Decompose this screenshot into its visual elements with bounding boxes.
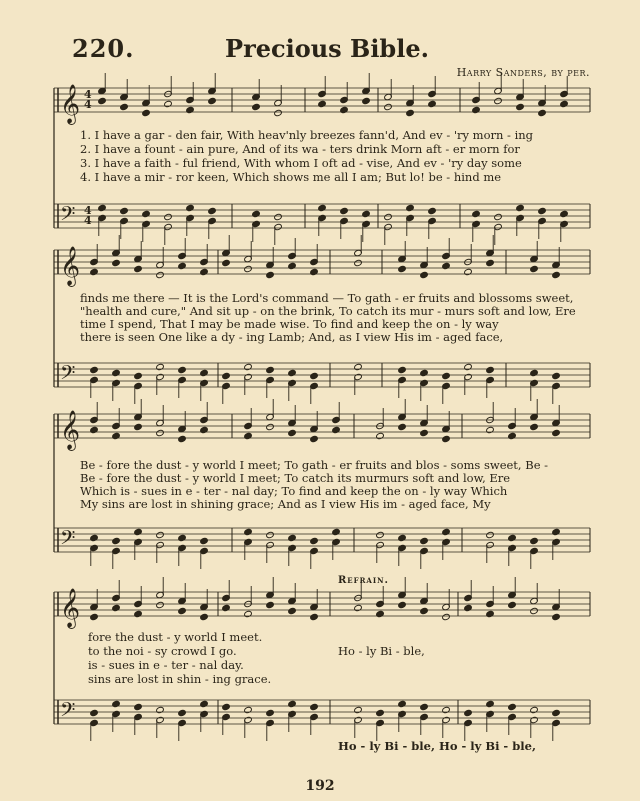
bass-note-head: [538, 207, 547, 214]
treble-note-head: [398, 423, 407, 430]
treble-note-head: [406, 109, 415, 116]
bass-note-head: [340, 207, 349, 214]
treble-note-head: [98, 97, 107, 104]
treble-note-head: [90, 426, 99, 433]
bass-note-head: [442, 706, 451, 713]
treble-note-head: [178, 435, 187, 442]
hymn-author: Harry Sanders, by per.: [456, 66, 590, 79]
treble-note-head: [376, 610, 385, 617]
bass-note-head: [376, 709, 385, 716]
bass-clef-icon: 𝄢: [60, 202, 76, 230]
treble-note-head: [244, 610, 253, 617]
bass-note-head: [90, 534, 99, 541]
bass-note-head: [464, 709, 473, 716]
bass-note-head: [178, 534, 187, 541]
bass-note-head: [310, 703, 319, 710]
treble-note-head: [186, 106, 195, 113]
hymn-title-text: Precious Bible.: [225, 34, 429, 63]
time-signature: 4: [84, 98, 92, 111]
bass-note-head: [486, 700, 495, 707]
treble-clef-icon: 𝄞: [60, 246, 81, 286]
refrain-lyric: Ho - ly Bi - ble,: [338, 644, 425, 658]
bass-note-head: [178, 709, 187, 716]
treble-note-head: [90, 268, 99, 275]
bass-note-head: [98, 204, 107, 211]
treble-note-head: [288, 262, 297, 269]
bass-note-head: [120, 207, 129, 214]
bass-note-head: [464, 363, 473, 370]
treble-note-head: [332, 426, 341, 433]
bass-note-head: [134, 528, 143, 535]
lyric-verse-3-line-2: time I spend, That I may be made wise. To find and keep the on - ly way: [80, 317, 499, 331]
bass-note-head: [552, 528, 561, 535]
bass-note-head: [354, 363, 363, 370]
bass-note-head: [208, 207, 217, 214]
lyric-verse-3-line-1: 3. I have a faith - ful friend, With whom I oft ad - vise, And ev - 'ry day some: [80, 156, 522, 170]
bass-note-head: [288, 369, 297, 376]
bass-note-head: [142, 210, 151, 217]
lyric-verse-4-line-3: My sins are lost in shining grace; And as I view His im - aged face, My: [80, 497, 491, 511]
bass-note-head: [252, 210, 261, 217]
treble-note-head: [178, 262, 187, 269]
treble-note-head: [200, 268, 209, 275]
bass-note-head: [222, 703, 231, 710]
time-signature: 4: [84, 88, 92, 101]
bass-note-head: [318, 204, 327, 211]
bass-note-head: [530, 537, 539, 544]
treble-note-head: [384, 103, 393, 110]
treble-note-head: [486, 426, 495, 433]
bass-note-head: [156, 531, 165, 538]
treble-note-head: [508, 601, 517, 608]
treble-clef-icon: 𝄞: [60, 84, 81, 124]
treble-note-head: [142, 109, 151, 116]
treble-note-head: [134, 423, 143, 430]
treble-note-head: [156, 429, 165, 436]
bass-note-head: [266, 531, 275, 538]
bass-note-head: [552, 709, 561, 716]
bass-note-head: [112, 369, 121, 376]
treble-note-head: [552, 429, 561, 436]
treble-note-head: [266, 271, 275, 278]
bass-note-head: [508, 703, 517, 710]
treble-note-head: [112, 432, 121, 439]
bass-note-head: [266, 709, 275, 716]
bass-note-head: [420, 369, 429, 376]
bass-note-head: [200, 700, 209, 707]
bass-note-head: [354, 706, 363, 713]
bass-note-head: [244, 363, 253, 370]
lyric-verse-4-line-4: sins are lost in shin - ing grace.: [88, 672, 272, 686]
treble-note-head: [134, 265, 143, 272]
bass-note-head: [200, 537, 209, 544]
bass-note-head: [442, 528, 451, 535]
bass-clef-icon: 𝄢: [60, 526, 76, 554]
bass-note-head: [90, 366, 99, 373]
bass-note-head: [398, 534, 407, 541]
treble-note-head: [288, 429, 297, 436]
refrain-label: Refrain.: [338, 575, 390, 586]
bass-note-head: [494, 213, 503, 220]
treble-note-head: [516, 103, 525, 110]
treble-note-head: [274, 109, 283, 116]
lyric-verse-1-line-3: Be - fore the dust - y world I meet; To gath - er fruits and blos - soms sweet, Be -: [80, 458, 549, 472]
lyric-verse-2-line-1: 2. I have a fount - ain pure, And of its wa - ters drink Morn aft - er morn for: [80, 142, 520, 156]
treble-note-head: [486, 610, 495, 617]
treble-note-head: [252, 103, 261, 110]
treble-note-head: [310, 435, 319, 442]
bass-clef-icon: 𝄢: [60, 361, 76, 389]
bass-note-head: [384, 213, 393, 220]
treble-clef-icon: 𝄞: [60, 410, 81, 450]
bass-note-head: [200, 369, 209, 376]
bass-note-head: [486, 366, 495, 373]
treble-note-head: [442, 613, 451, 620]
treble-note-head: [200, 426, 209, 433]
bass-note-head: [244, 528, 253, 535]
treble-note-head: [288, 607, 297, 614]
bass-note-head: [398, 700, 407, 707]
treble-note-head: [464, 268, 473, 275]
bass-note-head: [112, 537, 121, 544]
treble-note-head: [112, 259, 121, 266]
lyric-verse-2-line-4: to the noi - sy crowd I go.: [88, 644, 237, 658]
bass-note-head: [362, 210, 371, 217]
treble-note-head: [560, 100, 569, 107]
treble-note-head: [530, 423, 539, 430]
bass-note-head: [406, 204, 415, 211]
treble-note-head: [376, 432, 385, 439]
treble-note-head: [112, 604, 121, 611]
bass-note-head: [310, 372, 319, 379]
bass-note-head: [134, 703, 143, 710]
treble-note-head: [494, 97, 503, 104]
bass-note-head: [552, 372, 561, 379]
time-signature: 4: [84, 214, 92, 227]
treble-note-head: [178, 607, 187, 614]
bass-note-head: [530, 369, 539, 376]
bass-note-head: [530, 706, 539, 713]
treble-note-head: [340, 106, 349, 113]
bass-note-head: [442, 372, 451, 379]
treble-note-head: [362, 97, 371, 104]
treble-note-head: [156, 601, 165, 608]
treble-note-head: [310, 268, 319, 275]
treble-note-head: [464, 604, 473, 611]
treble-note-head: [354, 259, 363, 266]
lyric-verse-1-line-2: finds me there — It is the Lord's command — To gath - er fruits and blossoms sweet,: [80, 291, 574, 305]
treble-note-head: [354, 604, 363, 611]
treble-note-head: [398, 265, 407, 272]
treble-note-head: [208, 97, 217, 104]
treble-note-head: [200, 613, 209, 620]
bass-note-head: [164, 213, 173, 220]
bass-note-head: [90, 709, 99, 716]
treble-note-head: [486, 259, 495, 266]
lyric-verse-3-line-4: is - sues in e - ter - nal day.: [88, 658, 244, 672]
treble-note-head: [134, 610, 143, 617]
treble-note-head: [266, 423, 275, 430]
bass-note-head: [288, 534, 297, 541]
bass-note-head: [156, 706, 165, 713]
treble-note-head: [538, 109, 547, 116]
bass-note-head: [420, 537, 429, 544]
treble-note-head: [552, 613, 561, 620]
treble-note-head: [266, 601, 275, 608]
treble-note-head: [90, 613, 99, 620]
treble-note-head: [156, 271, 165, 278]
bass-note-head: [222, 372, 231, 379]
treble-note-head: [420, 607, 429, 614]
treble-note-head: [508, 432, 517, 439]
treble-note-head: [530, 607, 539, 614]
lyric-verse-2-line-3: Be - fore the dust - y world I meet; To catch its murmurs soft and low, Ere: [80, 471, 511, 485]
bass-note-head: [274, 213, 283, 220]
treble-note-head: [244, 432, 253, 439]
treble-note-head: [442, 435, 451, 442]
treble-note-head: [420, 271, 429, 278]
lyric-verse-4-line-1: 4. I have a mir - ror keen, Which shows me all I am; But lo! be - hind me: [80, 170, 502, 184]
bass-note-head: [428, 207, 437, 214]
bass-note-head: [266, 366, 275, 373]
treble-note-head: [164, 100, 173, 107]
treble-note-head: [428, 100, 437, 107]
bass-note-head: [112, 700, 121, 707]
bass-note-head: [560, 210, 569, 217]
bass-note-head: [516, 204, 525, 211]
bass-note-head: [376, 531, 385, 538]
treble-note-head: [120, 103, 129, 110]
hymn-number: 220.: [72, 34, 135, 63]
bass-note-head: [472, 210, 481, 217]
treble-note-head: [244, 265, 253, 272]
refrain-bass-lyric: Ho - ly Bi - ble, Ho - ly Bi - ble,: [338, 739, 536, 753]
treble-clef-icon: 𝄞: [60, 588, 81, 628]
bass-note-head: [332, 528, 341, 535]
treble-note-head: [318, 100, 327, 107]
treble-note-head: [222, 604, 231, 611]
lyric-verse-4-line-2: there is seen One like a dy - ing Lamb; And, as I view His im - aged face,: [80, 330, 504, 344]
treble-note-head: [472, 106, 481, 113]
treble-note-head: [398, 601, 407, 608]
treble-note-head: [442, 262, 451, 269]
bass-note-head: [420, 703, 429, 710]
bass-note-head: [508, 534, 517, 541]
page-number: 192: [305, 778, 335, 794]
treble-note-head: [222, 259, 231, 266]
lyric-verse-2-line-2: "health and cure," And sit up - on the brink, To catch its mur - murs soft and low, Ere: [80, 304, 576, 318]
bass-note-head: [134, 372, 143, 379]
lyric-verse-3-line-3: Which is - sues in e - ter - nal day; To find and keep the on - ly way Which: [80, 484, 508, 498]
treble-note-head: [420, 429, 429, 436]
treble-note-head: [552, 271, 561, 278]
treble-note-head: [310, 613, 319, 620]
bass-note-head: [186, 204, 195, 211]
bass-note-head: [486, 531, 495, 538]
bass-note-head: [178, 366, 187, 373]
bass-note-head: [398, 366, 407, 373]
time-signature: 4: [84, 204, 92, 217]
lyric-verse-1-line-4: fore the dust - y world I meet.: [88, 630, 263, 644]
bass-clef-icon: 𝄢: [60, 698, 76, 726]
bass-note-head: [310, 537, 319, 544]
bass-note-head: [156, 363, 165, 370]
bass-note-head: [288, 700, 297, 707]
bass-note-head: [244, 706, 253, 713]
lyric-verse-1-line-1: 1. I have a gar - den fair, With heav'nly breezes fann'd, And ev - 'ry morn - ing: [80, 128, 534, 142]
treble-note-head: [530, 265, 539, 272]
